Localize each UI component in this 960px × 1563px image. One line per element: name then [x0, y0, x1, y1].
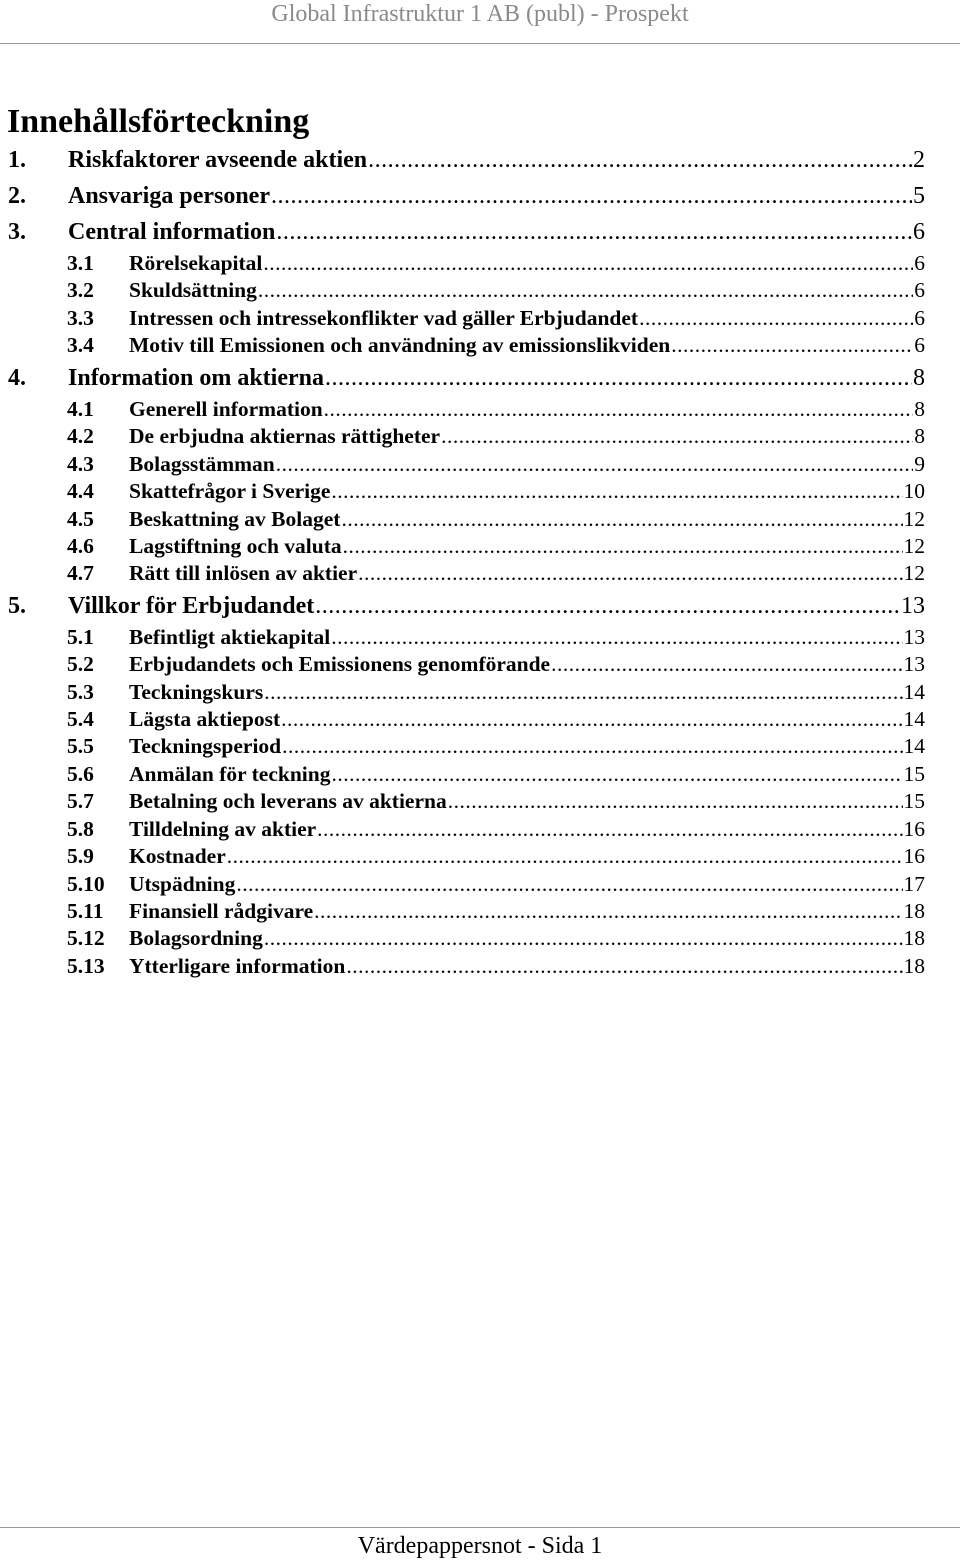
toc-entry-page: 6 [913, 219, 925, 245]
toc-entry-page: 6 [914, 333, 925, 357]
toc-entry-number: 3.3 [67, 306, 94, 330]
toc-dot-leader [331, 479, 902, 504]
toc-entry-number: 5.13 [67, 954, 105, 978]
toc-entry-label: Skuldsättning [129, 278, 257, 302]
toc-entry[interactable] [67, 561, 925, 587]
toc-entry[interactable] [8, 593, 925, 623]
toc-entry-label: Bolagsstämman [129, 452, 275, 476]
toc-entry-label: Betalning och leverans av aktierna [129, 789, 447, 813]
toc-entry[interactable] [67, 397, 925, 423]
toc-entry-page: 15 [903, 789, 925, 813]
toc-entry-label: Teckningsperiod [129, 734, 282, 758]
toc-entry-number: 4.4 [67, 479, 94, 503]
toc-entry-number: 4.7 [67, 561, 94, 585]
toc-entry-label: Befintligt aktiekapital [129, 625, 331, 649]
toc-entry-page: 18 [903, 899, 925, 923]
toc-entry-number: 4.2 [67, 424, 94, 448]
toc-dot-leader [314, 899, 902, 924]
toc-entry-page: 14 [903, 734, 925, 758]
toc-entry-page: 18 [903, 926, 925, 950]
toc-title: Innehållsförteckning [7, 103, 310, 140]
toc-entry[interactable] [8, 183, 925, 213]
toc-entry-page: 12 [903, 561, 925, 585]
toc-dot-leader [368, 147, 912, 174]
toc-entry-number: 4. [8, 365, 26, 391]
toc-entry-page: 12 [903, 507, 925, 531]
toc-entry-page: 13 [903, 652, 925, 676]
toc-entry-label: Villkor för Erbjudandet [68, 593, 315, 619]
toc-entry-number: 4.3 [67, 452, 94, 476]
toc-entry-number: 5.7 [67, 789, 94, 813]
footer-divider [0, 1527, 960, 1528]
toc-entry-number: 4.5 [67, 507, 94, 531]
toc-dot-leader [551, 652, 902, 677]
toc-dot-leader [263, 251, 913, 276]
toc-entry-page: 17 [903, 872, 925, 896]
toc-entry-page: 10 [903, 479, 925, 503]
toc-entry-number: 4.1 [67, 397, 94, 421]
toc-entry-label: Skattefrågor i Sverige [129, 479, 331, 503]
toc-entry-number: 5.11 [67, 899, 104, 923]
toc-entry-number: 3.1 [67, 251, 94, 275]
toc-entry[interactable] [67, 479, 925, 505]
toc-dot-leader [264, 680, 902, 705]
toc-entry-number: 5.8 [67, 817, 94, 841]
toc-entry-number: 3. [8, 219, 26, 245]
toc-entry-page: 6 [914, 278, 925, 302]
page-footer: Värdepappersnot - Sida 1 [357, 1533, 603, 1559]
toc-entry-label: Lägsta aktiepost [129, 707, 281, 731]
toc-dot-leader [276, 452, 914, 477]
toc-entry[interactable] [67, 424, 925, 450]
toc-entry-label: Information om aktierna [68, 365, 324, 391]
toc-entry-number: 5.2 [67, 652, 94, 676]
toc-entry-label: Finansiell rådgivare [129, 899, 314, 923]
toc-entry-label: Lagstiftning och valuta [129, 534, 342, 558]
toc-dot-leader [258, 278, 913, 303]
toc-entry-label: Anmälan för teckning [129, 762, 331, 786]
toc-entry-page: 16 [903, 817, 925, 841]
toc-entry-label: Ansvariga personer [68, 183, 270, 209]
toc-entry[interactable] [67, 278, 925, 304]
toc-entry[interactable] [67, 652, 925, 678]
toc-entry-label: Beskattning av Bolaget [129, 507, 341, 531]
toc-dot-leader [441, 424, 913, 449]
toc-entry[interactable] [8, 365, 925, 395]
toc-entry-number: 4.6 [67, 534, 94, 558]
toc-entry-label: Intressen och intressekonflikter vad gäller Erbjudandet [129, 306, 639, 330]
toc-dot-leader [358, 561, 902, 586]
toc-entry-page: 14 [903, 707, 925, 731]
toc-entry[interactable] [67, 734, 925, 760]
toc-entry-number: 3.4 [67, 333, 94, 357]
toc-entry-number: 3.2 [67, 278, 94, 302]
toc-entry-label: Bolagsordning [129, 926, 263, 950]
toc-entry-number: 1. [8, 147, 26, 173]
toc-entry[interactable] [67, 899, 925, 925]
toc-entry-number: 5.4 [67, 707, 94, 731]
toc-dot-leader [331, 762, 902, 787]
toc-entry-number: 5.10 [67, 872, 105, 896]
toc-entry-number: 2. [8, 183, 26, 209]
toc-entry-page: 15 [903, 762, 925, 786]
toc-entry-number: 5. [8, 593, 26, 619]
toc-entry-number: 5.1 [67, 625, 94, 649]
toc-entry-label: Rätt till inlösen av aktier [129, 561, 358, 585]
toc-entry[interactable] [67, 817, 925, 843]
toc-entry-label: Motiv till Emissionen och användning av emissionslikviden [129, 333, 671, 357]
toc-entry-number: 5.9 [67, 844, 94, 868]
toc-entry-number: 5.12 [67, 926, 105, 950]
toc-dot-leader [236, 872, 902, 897]
toc-entry[interactable] [8, 219, 925, 249]
toc-dot-leader [671, 333, 913, 358]
toc-entry[interactable] [67, 625, 925, 651]
toc-entry-label: Erbjudandets och Emissionens genomförande [129, 652, 551, 676]
toc-entry[interactable] [67, 872, 925, 898]
toc-dot-leader [281, 707, 902, 732]
toc-entry[interactable] [67, 789, 925, 815]
toc-dot-leader [346, 954, 902, 979]
page-header: Global Infrastruktur 1 AB (publ) - Prospekt [271, 1, 689, 27]
toc-dot-leader [331, 625, 902, 650]
toc-dot-leader [315, 593, 900, 620]
toc-entry-label: Rörelsekapital [129, 251, 263, 275]
toc-entry[interactable] [67, 926, 925, 952]
toc-entry-number: 5.3 [67, 680, 94, 704]
toc-dot-leader [341, 507, 902, 532]
toc-dot-leader [276, 219, 912, 246]
toc-entry-label: Riskfaktorer avseende aktien [68, 147, 368, 173]
toc-entry[interactable] [67, 954, 925, 980]
toc-entry-page: 8 [913, 365, 925, 391]
toc-entry[interactable] [67, 251, 925, 277]
toc-entry-page: 12 [903, 534, 925, 558]
toc-dot-leader [343, 534, 903, 559]
toc-entry-label: De erbjudna aktiernas rättigheter [129, 424, 441, 448]
toc-entry[interactable] [67, 333, 925, 359]
toc-entry-page: 8 [914, 397, 925, 421]
toc-entry[interactable] [67, 452, 925, 478]
toc-entry-page: 6 [914, 251, 925, 275]
toc-dot-leader [448, 789, 903, 814]
toc-entry[interactable] [8, 147, 925, 177]
toc-entry[interactable] [67, 707, 925, 733]
toc-entry-label: Kostnader [129, 844, 226, 868]
toc-entry-label: Teckningskurs [129, 680, 264, 704]
toc-entry-page: 13 [903, 625, 925, 649]
toc-entry-page: 16 [903, 844, 925, 868]
toc-entry-page: 8 [914, 424, 925, 448]
toc-entry-label: Ytterligare information [129, 954, 346, 978]
toc-dot-leader [317, 817, 902, 842]
toc-entry[interactable] [67, 507, 925, 533]
toc-entry-label: Utspädning [129, 872, 236, 896]
toc-entry[interactable] [67, 534, 925, 560]
toc-entry[interactable] [67, 306, 925, 332]
toc-entry-page: 9 [914, 452, 925, 476]
toc-entry-number: 5.6 [67, 762, 94, 786]
toc-dot-leader [227, 844, 903, 869]
toc-entry-number: 5.5 [67, 734, 94, 758]
toc-entry-page: 5 [913, 183, 925, 209]
toc-entry-label: Central information [68, 219, 276, 245]
toc-dot-leader [282, 734, 902, 759]
toc-dot-leader [271, 183, 912, 210]
toc-entry-page: 13 [901, 593, 925, 619]
toc-entry[interactable] [67, 680, 925, 706]
toc-entry-label: Tilldelning av aktier [129, 817, 317, 841]
toc-entry-page: 14 [903, 680, 925, 704]
header-divider [0, 43, 960, 44]
toc-entry-page: 2 [913, 147, 925, 173]
toc-entry-page: 18 [903, 954, 925, 978]
toc-dot-leader [325, 365, 912, 392]
toc-entry-label: Generell information [129, 397, 323, 421]
toc-dot-leader [639, 306, 913, 331]
toc-entry[interactable] [67, 844, 925, 870]
toc-entry[interactable] [67, 762, 925, 788]
toc-dot-leader [264, 926, 903, 951]
toc-dot-leader [324, 397, 914, 422]
toc-entry-page: 6 [914, 306, 925, 330]
